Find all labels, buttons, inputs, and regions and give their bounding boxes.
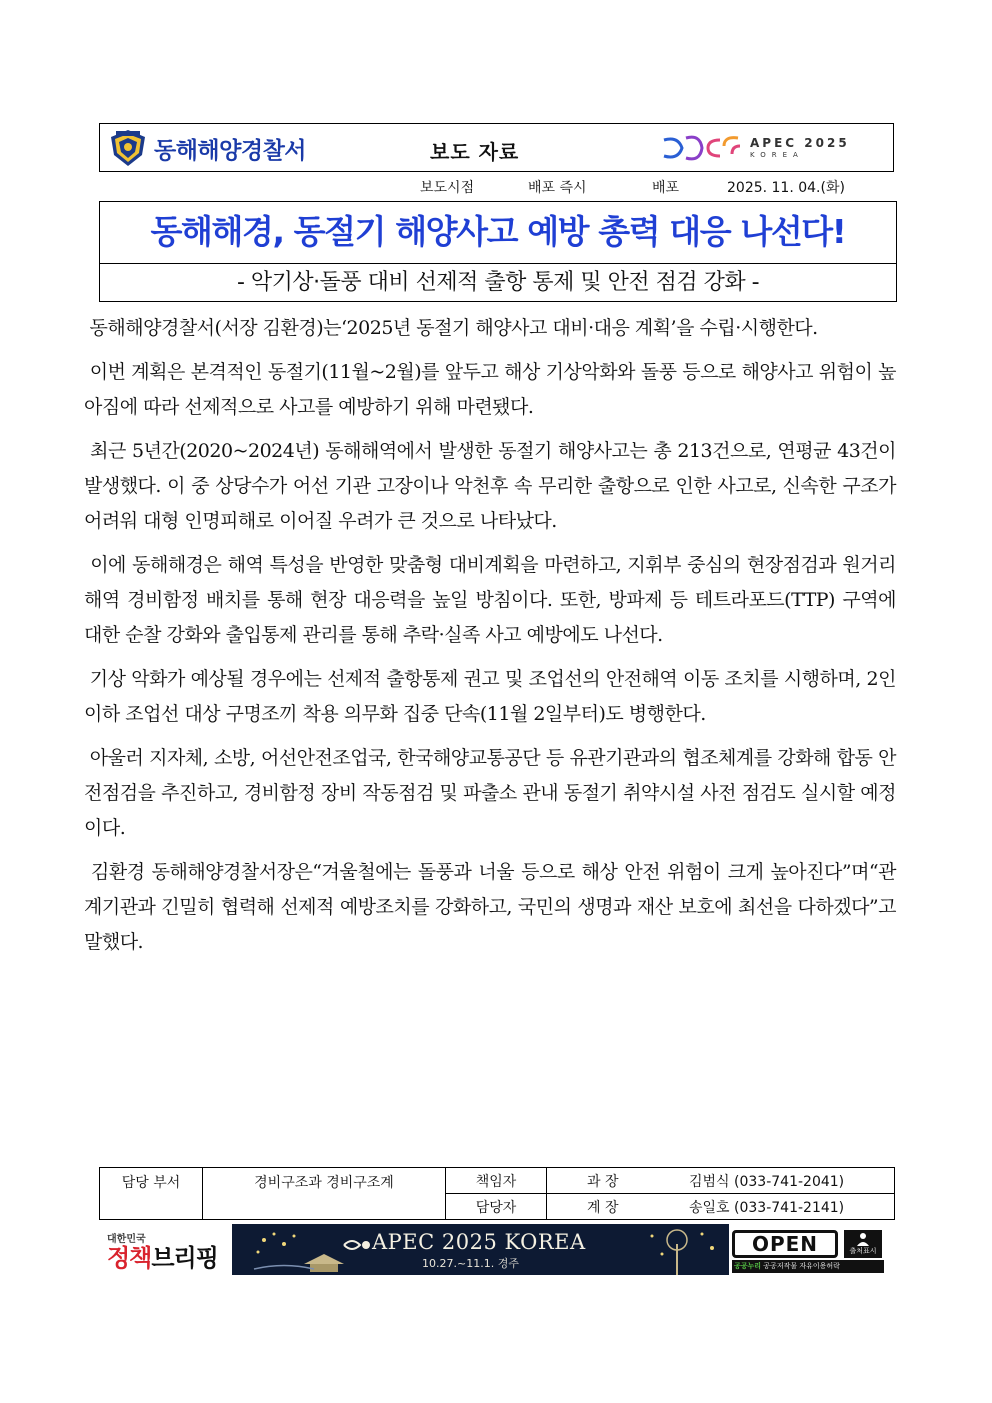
coast-guard-emblem-icon (108, 129, 148, 167)
banner-title: APEC 2025 KOREA (372, 1230, 586, 1254)
headline: 동해해경, 동절기 해양사고 예방 총력 대응 나선다! (100, 202, 896, 264)
attribution-badge (844, 1230, 882, 1258)
org-name: 동해해양경찰서 (154, 137, 307, 164)
release-date-value: 2025. 11. 04.(화) (727, 180, 845, 196)
paragraph: 기상 악화가 예상될 경우에는 선제적 출항통제 권고 및 조업선의 안전해역 이동 조치를 시행하며, 2인 이하 조업선 대상 구명조끼 착용 의무화 집중 단속(11월 2일부터)도 병행한다. (84, 668, 896, 725)
attribution-label: 출처표시 (849, 1247, 877, 1255)
contact-table (99, 1167, 895, 1220)
paragraph: 아울러 지자체, 소방, 어선안전조업국, 한국해양교통공단 등 유관기관과의 협조체계를 강화해 합동 안전점검을 추진하고, 경비함정 장비 작동점검 및 파출소 관내 동절기 취약시설 사전 점검도 실시할 예정이다. (84, 747, 896, 839)
paragraph: 동해해양경찰서(서장 김환경)는‘2025년 동절기 해양사고 대비·대응 계획’을 수립·시행한다. (89, 317, 818, 339)
brief-label-part1: 정책 (107, 1244, 152, 1272)
kogl-desc: 공공저작물 자유이용허락 (763, 1262, 840, 1270)
release-date-label: 배포 (652, 180, 680, 196)
resp-label: 책임자 (446, 1168, 547, 1194)
paragraph: 이에 동해해경은 해역 특성을 반영한 맞춤형 대비계획을 마련하고, 지휘부 중심의 현장점검과 원거리 해역 경비함정 배치를 통해 현장 대응력을 높일 방침이다. 또한, 방파제 등 테트라포드(TTP) 구역에 대한 순찰 강화와 출입통제 관리를 통해 추락·실족 사고 예방에도 나선다. (84, 554, 896, 646)
staff-title: 계 장 (547, 1194, 684, 1220)
apec-banner[interactable] (232, 1224, 729, 1275)
release-time-value: 배포 즉시 (528, 180, 587, 196)
subheadline: - 악기상·돌풍 대비 선제적 출항 통제 및 안전 점검 강화 - (236, 270, 760, 295)
release-row (0, 177, 992, 197)
lantern-tree-icon (244, 1224, 344, 1275)
resp-name: 김범식 (033-741-2041) (683, 1168, 895, 1194)
brief-label-part2: 브리핑 (151, 1244, 218, 1272)
article-body (84, 311, 896, 969)
paragraph: 최근 5년간(2020~2024년) 동해해역에서 발생한 동절기 해양사고는 총 213건으로, 연평균 43건이 발생했다. 이 중 상당수가 어선 기관 고장이나 악천후 속 무리한 출항으로 인한 사고로, 신속한 구조가 어려워 대형 인명피해로 이어질 우려가 큰 것으로 나타났다. (84, 440, 896, 532)
org-logo (108, 130, 306, 166)
person-icon (856, 1232, 870, 1246)
kogl-name: 공공누리 (734, 1262, 762, 1270)
release-time-label: 보도시점 (420, 180, 475, 196)
kogl-bar (732, 1260, 884, 1273)
title-box (99, 201, 897, 302)
apec-logo-text: APEC 2025 (750, 136, 850, 150)
tree-lantern-icon (632, 1224, 722, 1275)
apec-swirl-icon (342, 1235, 372, 1255)
footer-banners (0, 1224, 992, 1276)
policy-briefing-logo[interactable] (107, 1230, 229, 1274)
press-header (99, 123, 894, 172)
brief-small-label: 대한민국 (107, 1234, 146, 1245)
apec-swirl-icon (660, 132, 745, 164)
dept-label: 담당 부서 (100, 1168, 203, 1220)
paragraph: 이번 계획은 본격적인 동절기(11월~2월)를 앞두고 해상 기상악화와 돌풍 등으로 해양사고 위험이 높아짐에 따라 선제적으로 사고를 예방하기 위해 마련됐다. (84, 361, 896, 418)
dept-value: 경비구조과 경비구조계 (203, 1168, 446, 1220)
open-label: OPEN (732, 1230, 838, 1258)
paragraph: 김환경 동해해양경찰서장은“겨울철에는 돌풍과 너울 등으로 해상 안전 위험이 크게 높아진다”며“관계기관과 긴밀히 협력해 선제적 예방조치를 강화하고, 국민의 생명과 재산 보호에 최선을 다하겠다”고 말했다. (84, 861, 896, 953)
kogl-open-license[interactable] (732, 1228, 884, 1274)
banner-date: 10.27.~11.1. 경주 (422, 1257, 519, 1270)
resp-title: 과 장 (547, 1168, 684, 1194)
staff-label: 담당자 (446, 1194, 547, 1220)
apec-logo-sub: KOREA (750, 151, 804, 159)
doc-type: 보도 자료 (430, 140, 520, 164)
staff-name: 송일호 (033-741-2141) (683, 1194, 895, 1220)
apec-logo (660, 132, 880, 164)
